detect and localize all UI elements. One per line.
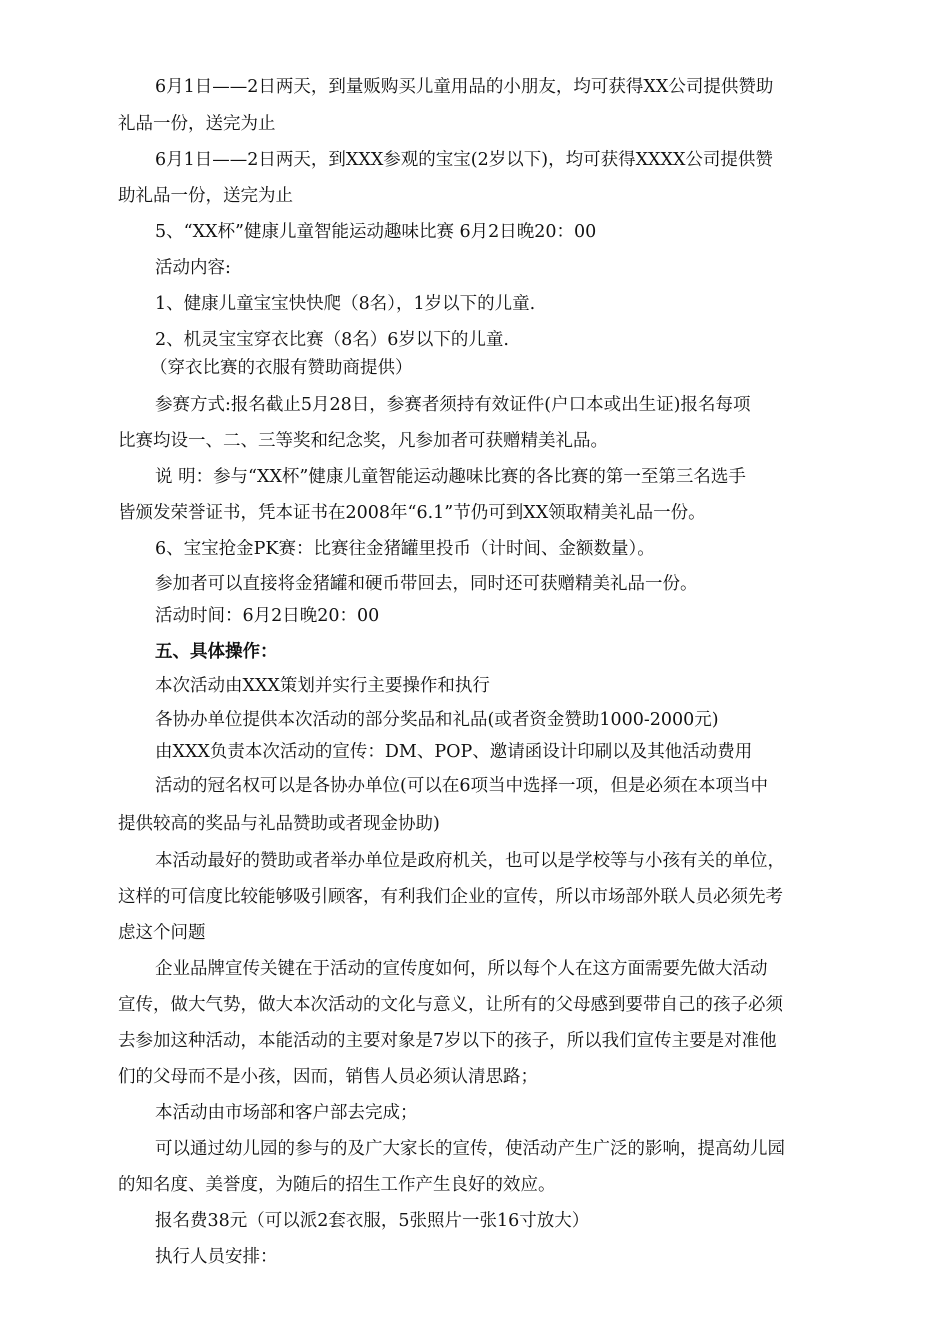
text-line-24: 这样的可信度比较能够吸引顾客，有利我们企业的宣传，所以市场部外联人员必须先考 — [118, 887, 783, 907]
text-line-34: 执行人员安排： — [155, 1247, 278, 1267]
text-line-2: 礼品一份，送完为止 — [118, 114, 276, 134]
text-line-5: 5、“XX杯”健康儿童智能运动趣味比赛 6月2日晚20：00 — [155, 222, 597, 242]
text-line-6: 活动内容: — [155, 258, 231, 278]
text-line-33: 报名费38元（可以派2套衣服，5张照片一张16寸放大） — [155, 1211, 590, 1231]
text-line-8: 2、机灵宝宝穿衣比赛（8名）6岁以下的儿童. — [155, 330, 509, 350]
text-line-13: 皆颁发荣誉证书，凭本证书在2008年“6.1”节仍可到XX领取精美礼品一份。 — [118, 503, 706, 523]
text-line-4: 助礼品一份，送完为止 — [118, 186, 293, 206]
text-line-3: 6月1日——2日两天，到XXX参观的宝宝(2岁以下)，均可获得XXXX公司提供赞 — [155, 150, 773, 170]
text-line-15: 参加者可以直接将金猪罐和硬币带回去，同时还可获赠精美礼品一份。 — [155, 574, 698, 594]
text-line-7: 1、健康儿童宝宝快快爬（8名），1岁以下的儿童. — [155, 294, 536, 314]
text-line-23: 本活动最好的赞助或者举办单位是政府机关，也可以是学校等与小孩有关的单位， — [155, 851, 785, 871]
text-line-12: 说 明：参与“XX杯”健康儿童智能运动趣味比赛的各比赛的第一至第三名选手 — [155, 467, 746, 487]
text-line-22: 提供较高的奖品与礼品赞助或者现金协助) — [118, 814, 440, 834]
text-line-16: 活动时间：6月2日晚20：00 — [155, 606, 380, 626]
text-line-32: 的知名度、美誉度，为随后的招生工作产生良好的效应。 — [118, 1175, 556, 1195]
text-line-20: 由XXX负责本次活动的宣传：DM、POP、邀请函设计印刷以及其他活动费用 — [155, 742, 753, 762]
text-line-18: 本次活动由XXX策划并实行主要操作和执行 — [155, 676, 490, 696]
text-line-27: 宣传，做大气势，做大本次活动的文化与意义，让所有的父母感到要带自己的孩子必须 — [118, 995, 783, 1015]
text-line-14: 6、宝宝抢金PK赛：比赛往金猪罐里投币（计时间、金额数量）。 — [155, 539, 655, 559]
text-line-31: 可以通过幼儿园的参与的及广大家长的宣传，使活动产生广泛的影响，提高幼儿园 — [155, 1139, 785, 1159]
text-line-30: 本活动由市场部和客户部去完成； — [155, 1103, 418, 1123]
text-line-10: 参赛方式:报名截止5月28日，参赛者须持有效证件(户口本或出生证)报名每项 — [155, 395, 751, 415]
text-line-26: 企业品牌宣传关键在于活动的宣传度如何，所以每个人在这方面需要先做大活动 — [155, 959, 768, 979]
text-line-9: （穿衣比赛的衣服有赞助商提供） — [150, 358, 413, 378]
text-line-1: 6月1日——2日两天，到量贩购买儿童用品的小朋友，均可获得XX公司提供赞助 — [155, 77, 774, 97]
text-line-29: 们的父母而不是小孩，因而，销售人员必须认清思路； — [118, 1067, 538, 1087]
text-line-19: 各协办单位提供本次活动的部分奖品和礼品(或者资金赞助1000-2000元) — [155, 710, 719, 730]
text-line-25: 虑这个问题 — [118, 923, 206, 943]
text-line-11: 比赛均设一、二、三等奖和纪念奖，凡参加者可获赠精美礼品。 — [118, 431, 608, 451]
section-heading: 五、具体操作： — [155, 642, 278, 662]
text-line-21: 活动的冠名权可以是各协办单位(可以在6项当中选择一项，但是必须在本项当中 — [155, 776, 768, 796]
text-line-28: 去参加这种活动，本能活动的主要对象是7岁以下的孩子，所以我们宣传主要是对准他 — [118, 1031, 777, 1051]
